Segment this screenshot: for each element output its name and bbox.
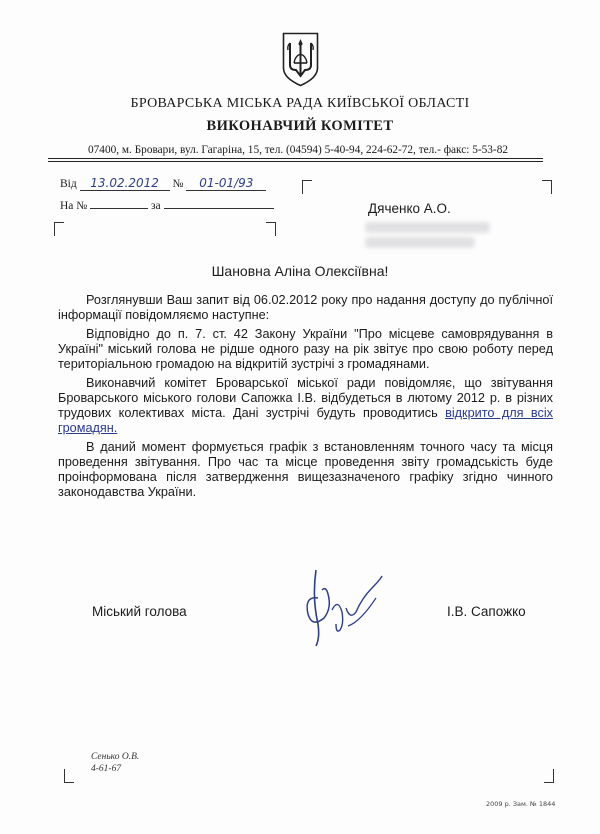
date-label: Від (60, 178, 77, 190)
number-label: № (172, 178, 184, 190)
header-divider (48, 158, 543, 159)
paragraph: Розглянувши Ваш запит від 06.02.2012 року про надання доступу до публічної інформації повідомляємо наступне: (58, 293, 553, 322)
handwritten-signature (302, 568, 388, 650)
outgoing-number: 01-01/93 (186, 176, 266, 191)
letter-body (58, 293, 553, 504)
trident-coat-of-arms-icon (282, 32, 319, 87)
incoming-reference (60, 200, 274, 212)
print-mark: 2009 р. Зам. № 1844 (486, 800, 556, 808)
paragraph (58, 376, 553, 436)
incoming-date-blank (164, 208, 274, 209)
recipient-name: Дяченко А.О. (368, 201, 451, 216)
header-divider-thin (48, 161, 543, 162)
redacted-address-line (365, 222, 490, 233)
paragraph-text: Виконавчий комітет Броварської міської ради повідомляє, що звітування Броварського міського голови Сапожка І.В. відбудеться в лютому 2012 р. в різних трудових колективах міста. Дані зустрічі будуть проводитись (58, 376, 553, 420)
incoming-date-label: за (151, 200, 161, 212)
incoming-number-label: На № (60, 200, 88, 212)
outgoing-date: 13.02.2012 (80, 176, 170, 191)
executor-phone: 4-61-67 (91, 764, 122, 774)
corner-mark (64, 769, 74, 783)
address-line: 07400, м. Бровари, вул. Гагаріна, 15, тел. (04594) 5-40-94, 224-62-72, тел.- факс: 5-53-82 (88, 144, 508, 156)
signer-name: І.В. Сапожко (447, 604, 526, 619)
paragraph: Відповідно до п. 7. ст. 42 Закону України "Про місцеве самоврядування в Україні" міський голова не рідше одного разу на рік звітує про свою роботу перед територіальною громадою на відкритій зустрічі з громадянами. (58, 327, 553, 371)
corner-mark (54, 222, 64, 236)
corner-mark (302, 180, 312, 194)
highlighted-text: відкрито для всіх громадян. (58, 406, 553, 435)
redacted-address-line (365, 237, 475, 248)
incoming-number-blank (90, 208, 148, 209)
executor-info (91, 751, 139, 775)
salutation: Шановна Аліна Олексіївна! (211, 263, 389, 279)
corner-mark (542, 180, 552, 194)
signer-title: Міський голова (92, 604, 187, 619)
corner-mark (544, 769, 554, 783)
committee-name: ВИКОНАВЧИЙ КОМІТЕТ (206, 118, 394, 134)
corner-mark (266, 222, 276, 236)
outgoing-reference (60, 176, 266, 191)
paragraph: В даний момент формується графік з встановленням точного часу та місця проведення звітування. Про час та місце проведення звіту громадськість буде проінформована після затвердження вищезазначеного графіку згідно чинного законодавства України. (58, 440, 553, 499)
council-name: БРОВАРСЬКА МІСЬКА РАДА КИЇВСЬКОЇ ОБЛАСТІ (130, 96, 470, 111)
executor-name: Сенько О.В. (91, 752, 140, 762)
